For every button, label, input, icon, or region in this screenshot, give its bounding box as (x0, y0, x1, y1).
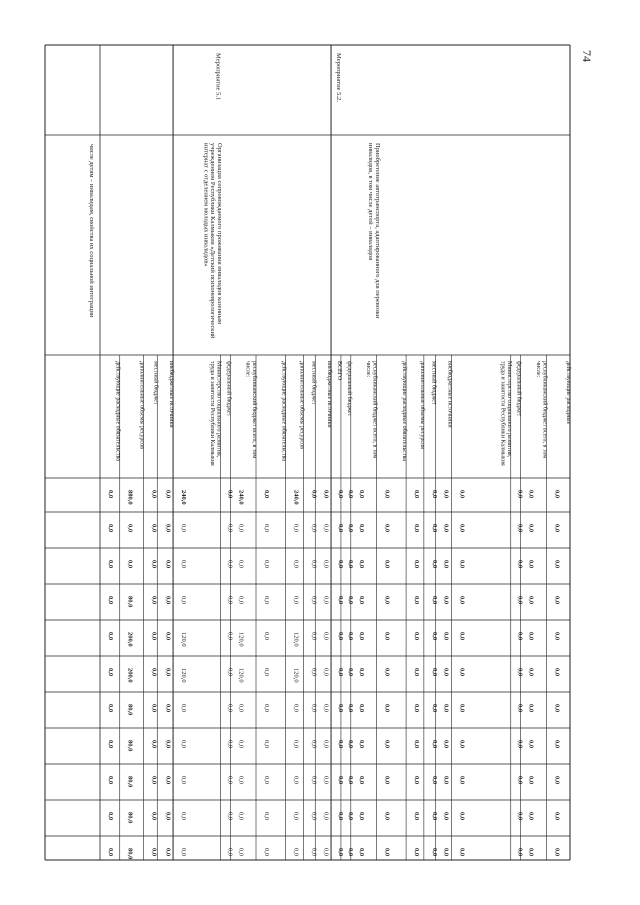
table-cell-value: 0,0 (357, 632, 365, 641)
table-cell-value: 0,0 (237, 560, 245, 569)
table-cell-value: 0,0 (292, 812, 300, 821)
table-cell-value: 0,0 (346, 490, 354, 499)
table-cell-value: 0,0 (527, 776, 535, 785)
table-cell-value: 0,0 (164, 776, 172, 785)
table-cell-value: 0,0 (226, 848, 234, 857)
table-cell-value: 0,0 (413, 632, 421, 641)
table-cell-value: 0,0 (553, 740, 561, 749)
table-cell-value: 0,0 (442, 490, 450, 499)
table-cell-value: 240,0 (237, 490, 245, 505)
funding-source: местный бюджет (310, 361, 317, 405)
table-cell-value: 0,0 (346, 560, 354, 569)
table-cell-value: 0,0 (263, 740, 271, 749)
table-cell-value: 0,0 (516, 704, 524, 713)
table-cell-value: 0,0 (263, 704, 271, 713)
funding-source: действующие расходные обязательства (114, 361, 121, 461)
table-cell-value: 120,0 (292, 632, 300, 647)
table-cell-value: 0,0 (226, 524, 234, 533)
table-cell-value: 0,0 (336, 776, 344, 785)
table-cell-value: 0,0 (107, 632, 114, 641)
table-cell-value: 0,0 (346, 668, 354, 677)
table-cell-value: 0,0 (383, 490, 391, 499)
table-cell-value: 0,0 (553, 596, 561, 605)
table-cell-value: 0,0 (458, 812, 466, 821)
table-cell-value: 0,0 (263, 596, 271, 605)
table-cell-value: 0,0 (263, 668, 271, 677)
funding-source: действующие расходные обязательства (401, 361, 408, 461)
table-cell-value: 0,0 (322, 812, 330, 821)
measure-description: Приобретение автотранспорта, адаптированного для перевозки (374, 143, 382, 319)
table-cell-value: 0,0 (430, 740, 438, 749)
table-cell-value: 120,0 (180, 632, 188, 647)
table-cell-value: 880,0 (126, 490, 134, 505)
table-cell-value: 0,0 (516, 776, 524, 785)
table-cell-value: 0,0 (126, 560, 134, 569)
table-cell-value: 0,0 (322, 560, 330, 569)
table-cell-value: 0,0 (430, 632, 438, 641)
table-cell-value: 0,0 (107, 776, 114, 785)
table-cell-value: 0,0 (322, 776, 330, 785)
table-cell-value: 0,0 (516, 524, 524, 533)
table-cell-value: 0,0 (346, 596, 354, 605)
table-cell-value: 0,0 (458, 596, 466, 605)
table-cell-value: 0,0 (383, 848, 391, 857)
table-cell-value: 0,0 (458, 490, 466, 499)
table-cell-value: 0,0 (553, 560, 561, 569)
table-cell-value: 0,0 (553, 668, 561, 677)
table-cell-value: 0,0 (383, 776, 391, 785)
table-cell-value: 0,0 (180, 596, 188, 605)
measure-description: инвалидов, в том числе детей – инвалидов (367, 143, 375, 261)
funding-source: дополнительные объемы ресурсов (298, 361, 305, 449)
table-cell-value: 0,0 (357, 740, 365, 749)
table-cell-value: 0,0 (150, 668, 158, 677)
table-cell-value: 0,0 (150, 596, 158, 605)
table-cell-value: 0,0 (150, 704, 158, 713)
table-cell-value: 0,0 (263, 490, 271, 499)
table-cell-value: 0,0 (527, 596, 535, 605)
table-cell-value: 0,0 (346, 704, 354, 713)
table-cell-value: 0,0 (263, 776, 271, 785)
table-cell-value: 0,0 (310, 560, 318, 569)
table-cell-value: 0,0 (237, 776, 245, 785)
table-cell-value: 0,0 (357, 704, 365, 713)
table-cell-value: 0,0 (310, 668, 318, 677)
table-cell-value: 0,0 (442, 524, 450, 533)
table-cell-value: 0,0 (164, 668, 172, 677)
table-cell-value: 0,0 (430, 490, 438, 499)
table-cell-value: 0,0 (336, 668, 344, 677)
table-cell-value: 0,0 (336, 632, 344, 641)
table-cell-value: 0,0 (322, 632, 330, 641)
table-cell-value: 0,0 (226, 704, 234, 713)
table-cell-value: 0,0 (357, 848, 365, 857)
funding-source: труда и занятости Республики Калмыкия (499, 361, 506, 466)
table-cell-value: 80,0 (126, 848, 134, 860)
table-cell-value: 0,0 (357, 776, 365, 785)
table-cell-value: 0,0 (322, 490, 330, 499)
funding-source: числе: (365, 361, 372, 378)
table-cell-value: 0,0 (357, 560, 365, 569)
table-cell-value: 0,0 (413, 560, 421, 569)
table-cell-value: 0,0 (430, 524, 438, 533)
funding-source: внебюджетные источники (446, 361, 453, 428)
table-cell-value: 0,0 (383, 704, 391, 713)
table-cell-value: 0,0 (107, 490, 114, 499)
table-cell-value: 0,0 (226, 560, 234, 569)
table-cell-value: 0,0 (310, 524, 318, 533)
table-cell-value: 0,0 (164, 812, 172, 821)
table-cell-value: 0,0 (150, 490, 158, 499)
table-cell-value: 0,0 (292, 524, 300, 533)
table-cell-value: 0,0 (527, 848, 535, 857)
table-cell-value: 0,0 (310, 704, 318, 713)
table-cell-value: 0,0 (413, 596, 421, 605)
funding-source: Министерство социального развития, (505, 361, 512, 458)
table-cell-value: 0,0 (107, 524, 114, 533)
table-cell-value: 0,0 (150, 812, 158, 821)
table-cell-value: 0,0 (310, 812, 318, 821)
table-cell-value: 0,0 (237, 704, 245, 713)
table-cell-value: 0,0 (442, 668, 450, 677)
table-cell-value: 240,0 (180, 490, 188, 505)
table-cell-value: 0,0 (263, 560, 271, 569)
table-cell-value: 0,0 (292, 740, 300, 749)
table-cell-value: 0,0 (430, 596, 438, 605)
table-cell-value: 0,0 (310, 596, 318, 605)
table-cell-value: 0,0 (458, 560, 466, 569)
table-cell-value: 0,0 (413, 524, 421, 533)
funding-source: дополнительные объемы ресурсов (418, 361, 425, 449)
table-cell-value: 0,0 (336, 740, 344, 749)
table-cell-value: 0,0 (553, 704, 561, 713)
funding-source: действующие расходные обязательства (280, 361, 287, 461)
table-cell-value: 0,0 (107, 596, 114, 605)
table-cell-value: 0,0 (107, 668, 114, 677)
table-cell-value: 0,0 (263, 632, 271, 641)
funding-source: федеральный бюджет (515, 361, 522, 417)
table-cell-value: 0,0 (357, 490, 365, 499)
table-cell-value: 0,0 (310, 632, 318, 641)
table-cell-value: 0,0 (527, 490, 535, 499)
table-cell-value: 0,0 (458, 740, 466, 749)
table-cell-value: 0,0 (553, 524, 561, 533)
funding-source: внебюджетные источники (326, 361, 333, 428)
table-cell-value: 0,0 (180, 776, 188, 785)
table-cell-value: 0,0 (150, 740, 158, 749)
table-cell-value: 0,0 (346, 776, 354, 785)
table-cell-value: 0,0 (346, 848, 354, 857)
table-cell-value: 0,0 (292, 704, 300, 713)
table-cell-value: 0,0 (150, 848, 158, 857)
funding-source: республиканский бюджет всего, в том (541, 361, 548, 459)
table-cell-value: 0,0 (336, 848, 344, 857)
measure-name: Мероприятие 5.1 (214, 53, 222, 101)
table-cell-value: 240,0 (292, 490, 300, 505)
table-cell-value: 120,0 (237, 668, 245, 683)
table-cell-value: 0,0 (383, 740, 391, 749)
table-cell-value: 0,0 (226, 490, 234, 499)
table-cell-value: 0,0 (458, 848, 466, 857)
table-cell-value: 0,0 (527, 812, 535, 821)
table-cell-value: 0,0 (310, 740, 318, 749)
table-cell-value: 0,0 (237, 740, 245, 749)
funding-source: республиканский бюджет всего, в том (371, 361, 378, 459)
page-number: 74 (580, 50, 594, 62)
table-cell-value: 0,0 (442, 812, 450, 821)
table-cell-value: 0,0 (442, 596, 450, 605)
table-cell-value: 0,0 (292, 776, 300, 785)
table-cell-value: 0,0 (442, 740, 450, 749)
table-cell-value: 0,0 (553, 776, 561, 785)
table-cell-value: 0,0 (226, 668, 234, 677)
table-cell-value: 0,0 (413, 848, 421, 857)
funding-source: действующие расходные (565, 361, 571, 425)
table-cell-value: 0,0 (336, 596, 344, 605)
table-cell-value: 0,0 (383, 596, 391, 605)
table-cell-value: 0,0 (322, 848, 330, 857)
table-cell-value: 0,0 (164, 560, 172, 569)
table-cell-value: 0,0 (516, 560, 524, 569)
table-cell-value: 0,0 (527, 560, 535, 569)
table-cell-value: 0,0 (322, 668, 330, 677)
table-cell-value: 0,0 (553, 632, 561, 641)
table-cell-value: 0,0 (442, 704, 450, 713)
table-cell-value: 0,0 (322, 524, 330, 533)
table-cell-value: 80,0 (126, 704, 134, 716)
funding-source: числе: (244, 361, 251, 378)
table-cell-value: 0,0 (107, 560, 114, 569)
table-cell-value: 0,0 (430, 812, 438, 821)
table-cell-value: 0,0 (357, 524, 365, 533)
funding-source: числе: (535, 361, 542, 378)
table-cell-value: 0,0 (527, 668, 535, 677)
table-cell-value: 0,0 (263, 812, 271, 821)
table-cell-value: 0,0 (150, 524, 158, 533)
funding-source: местный бюджет (430, 361, 437, 405)
table-cell-value: 0,0 (180, 812, 188, 821)
table-cell-value: 0,0 (322, 704, 330, 713)
table-cell-value: 0,0 (357, 812, 365, 821)
table-cell-value: 0,0 (310, 848, 318, 857)
table-cell-value: 0,0 (442, 848, 450, 857)
table-cell-value: 0,0 (553, 812, 561, 821)
table-cell-value: 0,0 (107, 740, 114, 749)
table-cell-value: 0,0 (292, 848, 300, 857)
table-cell-value: 200,0 (126, 632, 134, 647)
table-cell-value: 0,0 (107, 704, 114, 713)
table-cell-value: 0,0 (346, 812, 354, 821)
table-cell-value: 0,0 (107, 848, 114, 857)
measure-description: учреждением Республики Калмыкия «Детский психоневрологический (209, 143, 217, 339)
table-cell-value: 0,0 (150, 560, 158, 569)
table-cell-value: 80,0 (126, 776, 134, 788)
table-cell-value: 0,0 (226, 632, 234, 641)
funding-source: федеральный бюджет (345, 361, 352, 417)
table-cell-value: 120,0 (237, 632, 245, 647)
table-cell-value: 0,0 (336, 812, 344, 821)
table-cell-value: 0,0 (553, 848, 561, 857)
table-cell-value: 0,0 (527, 524, 535, 533)
table-cell-value: 0,0 (527, 704, 535, 713)
table-cell-value: 0,0 (263, 848, 271, 857)
table-cell-value: 0,0 (322, 740, 330, 749)
table-cell-value: 0,0 (357, 596, 365, 605)
table-cell-value: 0,0 (336, 704, 344, 713)
table-cell-value: 0,0 (237, 848, 245, 857)
funding-source: труда и занятости Республики Калмыкия (209, 361, 216, 466)
table-cell-value: 200,0 (126, 668, 134, 683)
table-cell-value: 0,0 (413, 704, 421, 713)
table-cell-value: 0,0 (164, 848, 172, 857)
table-cell-value: 0,0 (458, 524, 466, 533)
table-cell-value: 0,0 (126, 524, 134, 533)
table-cell-value: 80,0 (126, 740, 134, 752)
table-cell-value: 0,0 (164, 704, 172, 713)
table-cell-value: 0,0 (263, 524, 271, 533)
table-cell-value: 0,0 (516, 632, 524, 641)
table-cell-value: 0,0 (292, 560, 300, 569)
table-cell-value: 0,0 (516, 490, 524, 499)
table-cell-value: 0,0 (292, 596, 300, 605)
table-cell-value: 0,0 (237, 524, 245, 533)
table-cell-value: 0,0 (107, 812, 114, 821)
table-cell-value: 0,0 (553, 490, 561, 499)
measure-description: Организация сопровождаемого проживания инвалидов казенным (216, 143, 224, 324)
measure-description: интернат с отделением молодых инвалидов» (202, 143, 210, 267)
table-cell-value: 0,0 (516, 668, 524, 677)
table-cell-value: 0,0 (150, 776, 158, 785)
table-cell-value: 0,0 (336, 524, 344, 533)
table-cell-value: 0,0 (346, 740, 354, 749)
table-cell-value: 0,0 (310, 490, 318, 499)
table-cell-value: 0,0 (383, 632, 391, 641)
table-cell-value: 120,0 (292, 668, 300, 683)
funding-source: дополнительные объемы ресурсов (138, 361, 145, 449)
table-cell-value: 0,0 (516, 848, 524, 857)
table-cell-value: 0,0 (180, 524, 188, 533)
top-description: числе детям – инвалидам, свойства их социальной интеграции (88, 144, 95, 318)
table-cell-value: 0,0 (430, 668, 438, 677)
table-cell-value: 0,0 (336, 560, 344, 569)
table-cell-value: 0,0 (164, 490, 172, 499)
table-cell-value: 0,0 (237, 812, 245, 821)
funding-source: Министерство социального развития, (215, 361, 222, 458)
table-cell-value: 0,0 (383, 524, 391, 533)
table-cell-value: 0,0 (226, 596, 234, 605)
table-cell-value: 0,0 (516, 812, 524, 821)
table-cell-value: 0,0 (150, 632, 158, 641)
table-cell-value: 0,0 (383, 560, 391, 569)
table-cell-value: 0,0 (527, 632, 535, 641)
table-cell-value: 0,0 (413, 668, 421, 677)
table-cell-value: 120,0 (180, 668, 188, 683)
table-cell-value: 0,0 (458, 704, 466, 713)
table-cell-value: 0,0 (226, 812, 234, 821)
funding-source: местный бюджет (152, 361, 159, 405)
table-cell-value: 0,0 (516, 596, 524, 605)
table-cell-value: 0,0 (357, 668, 365, 677)
table-cell-value: 80,0 (126, 596, 134, 608)
table-cell-value: 0,0 (346, 524, 354, 533)
table-cell-value: 0,0 (430, 848, 438, 857)
table-cell-value: 0,0 (310, 776, 318, 785)
table-cell-value: 0,0 (413, 776, 421, 785)
table-cell-value: 0,0 (430, 776, 438, 785)
table-cell-value: 80,0 (126, 812, 134, 824)
table-cell-value: 0,0 (164, 740, 172, 749)
table-cell-value: 0,0 (226, 776, 234, 785)
table-cell-value: 0,0 (442, 632, 450, 641)
table-cell-value: 0,0 (442, 560, 450, 569)
table-cell-value: 0,0 (430, 704, 438, 713)
table-cell-value: 0,0 (527, 740, 535, 749)
table-cell-value: 0,0 (237, 596, 245, 605)
table-cell-value: 0,0 (413, 740, 421, 749)
table-cell-value: 0,0 (458, 632, 466, 641)
table-cell-value: 0,0 (180, 560, 188, 569)
table-cell-value: 0,0 (180, 848, 188, 857)
measure-name: Мероприятие 5.2. (334, 53, 342, 102)
table-cell-value: 0,0 (516, 740, 524, 749)
table-cell-value: 0,0 (164, 524, 172, 533)
funding-source: республиканский бюджет всего, в том (251, 361, 258, 459)
table-cell-value: 0,0 (413, 812, 421, 821)
table-cell-value: 0,0 (180, 704, 188, 713)
table-cell-value: 0,0 (442, 776, 450, 785)
table-cell-value: 0,0 (413, 490, 421, 499)
table-cell-value: 0,0 (346, 632, 354, 641)
table-cell-value: 0,0 (322, 596, 330, 605)
table-cell-value: 0,0 (430, 560, 438, 569)
table-cell-value: 0,0 (226, 740, 234, 749)
funding-source: федеральный бюджет (225, 361, 232, 417)
table-cell-value: 0,0 (336, 490, 344, 499)
table-cell-value: 0,0 (164, 596, 172, 605)
funding-source: ВСЕГО (335, 361, 342, 381)
table-cell-value: 0,0 (383, 668, 391, 677)
table-cell-value: 0,0 (383, 812, 391, 821)
funding-source: внебюджетные источники (168, 361, 175, 428)
table-cell-value: 0,0 (164, 632, 172, 641)
table-cell-value: 0,0 (458, 776, 466, 785)
table-cell-value: 0,0 (180, 740, 188, 749)
table-cell-value: 0,0 (458, 668, 466, 677)
